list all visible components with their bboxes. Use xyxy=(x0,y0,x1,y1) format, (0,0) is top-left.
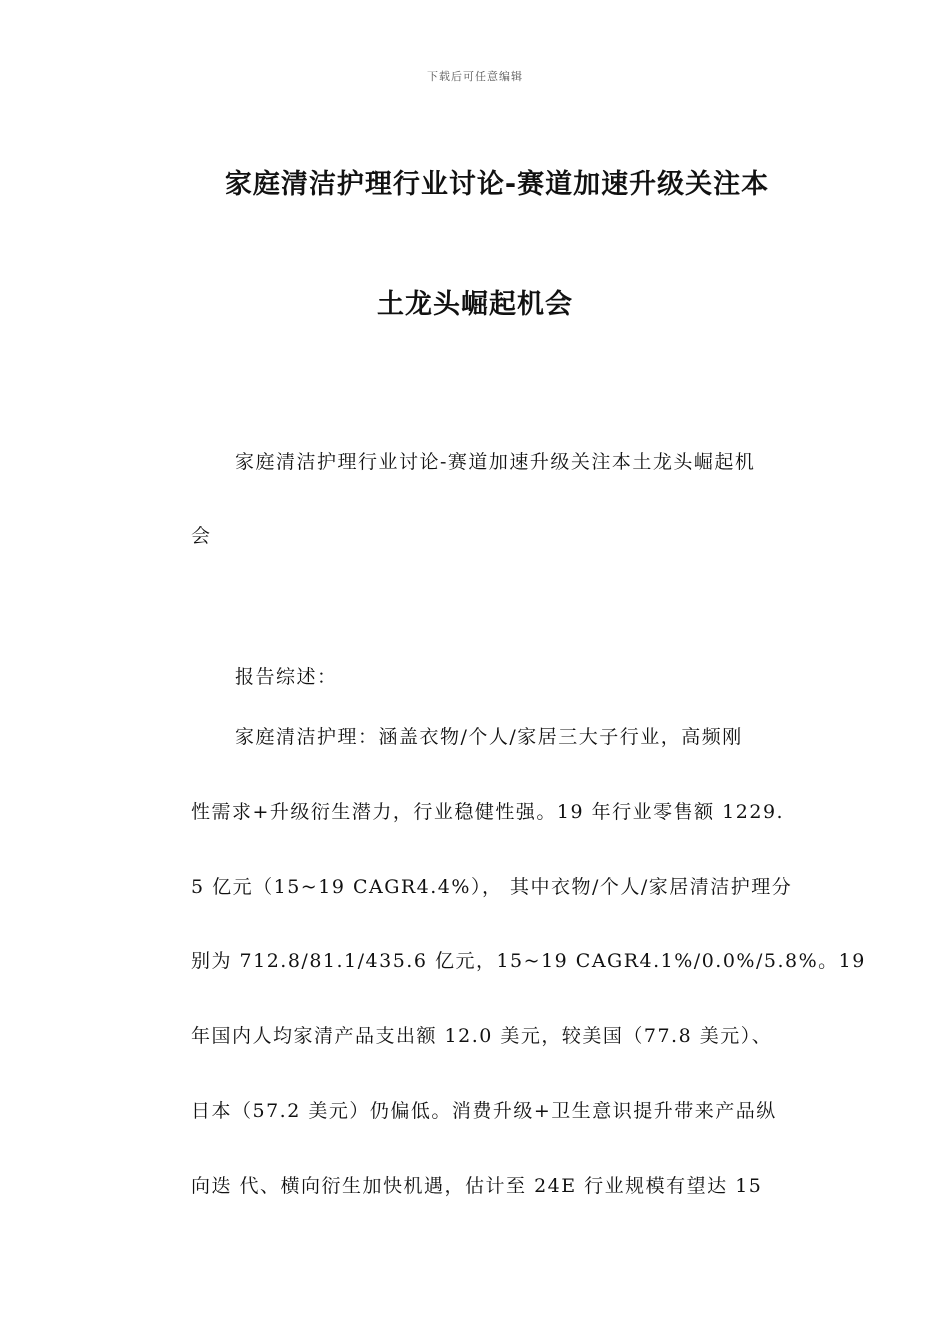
paragraph-line: 向迭 代、横向衍生加快机遇，估计至 24E 行业规模有望达 15 xyxy=(191,1175,763,1197)
summary-heading: 报告综述： xyxy=(235,666,338,688)
paragraph-line: 日本（57.2 美元）仍偏低。消费升级+卫生意识提升带来产品纵 xyxy=(191,1100,777,1122)
paragraph-line: 5 亿元（15~19 CAGR4.4%）， 其中衣物/个人/家居清洁护理分 xyxy=(191,876,793,898)
repeat-title-line-1: 家庭清洁护理行业讨论-赛道加速升级关注本土龙头崛起机 xyxy=(235,451,756,473)
document-title-line-2: 土龙头崛起机会 xyxy=(377,289,573,320)
paragraph-line: 年国内人均家清产品支出额 12.0 美元，较美国（77.8 美元）、 xyxy=(191,1025,773,1047)
paragraph-line: 性需求+升级衍生潜力，行业稳健性强。19 年行业零售额 1229. xyxy=(191,801,785,823)
repeat-title-line-2: 会 xyxy=(191,525,212,547)
paragraph-line: 别为 712.8/81.1/435.6 亿元，15~19 CAGR4.1%/0.0%/5.8%。19 xyxy=(191,950,866,972)
page-header-note: 下载后可任意编辑 xyxy=(427,70,523,83)
paragraph-line: 家庭清洁护理：涵盖衣物/个人/家居三大子行业，高频刚 xyxy=(235,726,743,748)
document-title-line-1: 家庭清洁护理行业讨论-赛道加速升级关注本 xyxy=(224,169,770,200)
